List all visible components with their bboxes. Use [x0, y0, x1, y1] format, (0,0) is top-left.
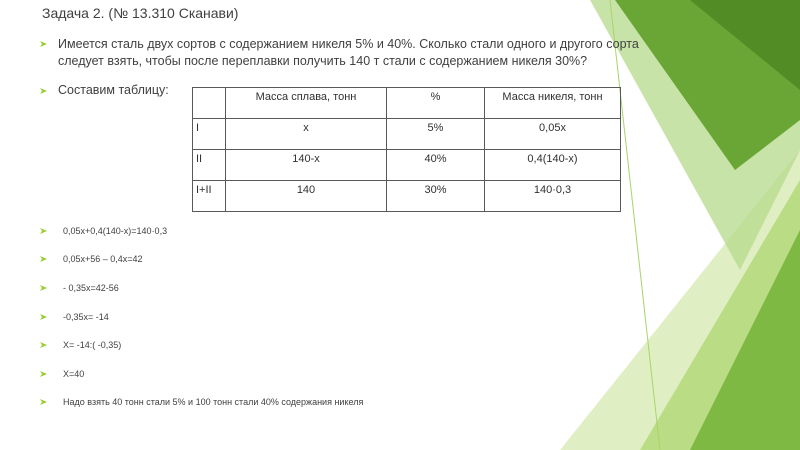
- table-cell: II: [193, 150, 226, 181]
- table-row: [193, 181, 621, 212]
- table-row: [193, 150, 621, 181]
- arrow-bullet-icon: [40, 313, 48, 321]
- table-cell: 5%: [387, 119, 485, 150]
- arrow-bullet-icon: [40, 87, 48, 95]
- solution-step: Х=40: [63, 369, 85, 379]
- problem-statement: Имеется сталь двух сортов с содержанием никеля 5% и 40%. Сколько стали одного и другого сорта следует взять, чтобы после переплавки получить 140 т стали с содержанием никеля 30%?: [58, 37, 639, 68]
- table-cell: 40%: [387, 150, 485, 181]
- table-cell: 140·0,3: [485, 181, 621, 212]
- slide-title: Задача 2. (№ 13.310 Сканави): [42, 5, 239, 21]
- header-cell: Масса никеля, тонн: [485, 88, 621, 119]
- arrow-bullet-icon: [40, 398, 48, 406]
- solution-step: 0,05х+0,4(140-х)=140·0,3: [63, 226, 168, 236]
- table-cell: х: [226, 119, 387, 150]
- table-cell: I+II: [193, 181, 226, 212]
- table-cell: 140-х: [226, 150, 387, 181]
- solution-conclusion: Надо взять 40 тонн стали 5% и 100 тонн стали 40% содержания никеля: [63, 397, 364, 407]
- solution-step: -0,35х= -14: [63, 312, 109, 322]
- table-row: [193, 119, 621, 150]
- table-cell: 140: [226, 181, 387, 212]
- arrow-bullet-icon: [40, 40, 48, 48]
- table-cell: 30%: [387, 181, 485, 212]
- data-table: [192, 87, 621, 212]
- table-cell: I: [193, 119, 226, 150]
- solution-step: Х= -14:( -0,35): [63, 340, 122, 350]
- solution-step: - 0,35х=42-56: [63, 283, 119, 293]
- header-cell: [193, 88, 226, 119]
- table-intro: Составим таблицу:: [58, 83, 169, 97]
- header-cell: Масса сплава, тонн: [226, 88, 387, 119]
- arrow-bullet-icon: [40, 341, 48, 349]
- header-cell: %: [387, 88, 485, 119]
- table-cell: 0,4(140-х): [485, 150, 621, 181]
- arrow-bullet-icon: [40, 227, 48, 235]
- arrow-bullet-icon: [40, 284, 48, 292]
- table-cell: 0,05х: [485, 119, 621, 150]
- arrow-bullet-icon: [40, 370, 48, 378]
- table-header-row: [193, 88, 621, 119]
- arrow-bullet-icon: [40, 255, 48, 263]
- solution-step: 0,05х+56 – 0,4х=42: [63, 254, 143, 264]
